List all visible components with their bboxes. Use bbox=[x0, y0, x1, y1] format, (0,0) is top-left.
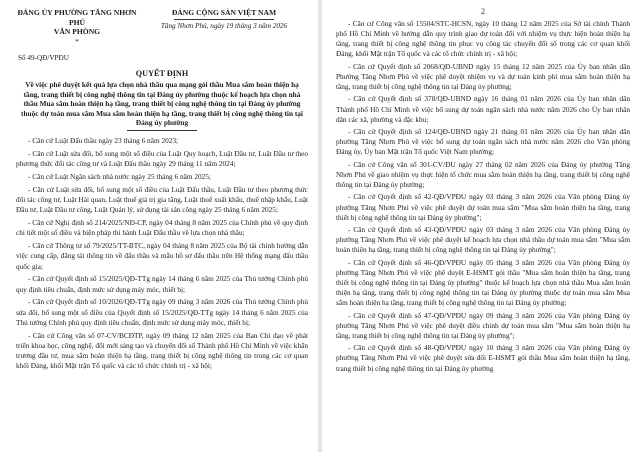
legal-basis-paragraph: - Căn cứ Quyết định số 42-QĐ/VPĐU ngày 03 tháng 3 năm 2026 của Văn phòng Đảng ủy phường Tăng Nhơn Phú về việc phê duyệt dự toán mua sắm "Mua sắm hoàn thiện hạ tầng, trang thiết bị công nghệ thông tin tại Đảng ủy phường"; bbox=[336, 192, 630, 222]
legal-basis-paragraph: - Căn cứ Công văn số 07-CV/BCĐTP, ngày 09 tháng 12 năm 2025 của Ban Chỉ đạo về phát triển khoa học, công nghệ, đổi mới sáng tạo và chuyển đổi số Thành phố Hồ Chí Minh về việc khẩn trương đầu tư, mua sắm hoàn thiện hạ tầng, trang thiết bị công nghệ thông tin trong các cơ quan khối Đảng, khối Mặt trận Tổ quốc và các tổ chức chính trị - xã hội; bbox=[16, 330, 308, 371]
legal-basis-paragraph: - Căn cứ Luật Ngân sách nhà nước ngày 25 tháng 6 năm 2025; bbox=[28, 172, 211, 182]
agency-star: * bbox=[75, 36, 79, 46]
legal-basis-paragraph: - Căn cứ Luật Đấu thầu ngày 23 tháng 6 năm 2023; bbox=[28, 136, 179, 146]
issuing-agency-block bbox=[16, 8, 138, 46]
document-page-1 bbox=[0, 0, 318, 452]
legal-basis-paragraph: - Căn cứ Quyết định số 15/2025/QĐ-TTg ngày 14 tháng 6 năm 2025 của Thủ tướng Chính phủ quy định tiêu chuẩn, định mức sử dụng máy móc, thiết bị; bbox=[16, 274, 308, 294]
legal-basis-paragraph: - Căn cứ Quyết định số 48-QĐ/VPĐU ngày 10 tháng 3 năm 2026 của Văn phòng Đảng ủy phường Tăng Nhơn Phú về việc phê duyệt sửa đổi E-HSMT gói thầu Mua sắm hoàn thiện hạ tầng, trang thiết bị công nghệ thông tin tại Đảng ủy phường bbox=[336, 343, 630, 373]
document-page-2 bbox=[322, 0, 640, 452]
legal-basis-paragraph: - Căn cứ Quyết định số 124/QĐ-UBND ngày 21 tháng 01 năm 2026 của Ủy ban nhân dân phường Tăng Nhơn Phú về việc bổ sung dự toán ngân sách nhà nước năm 2026 cho Văn phòng Đảng ủy, Ủy ban Mặt trận Tổ quốc Việt Nam phường; bbox=[336, 127, 630, 157]
document-title: QUYẾT ĐỊNH bbox=[135, 69, 189, 79]
document-description: Về việc phê duyệt kết quả lựa chọn nhà thầu qua mạng gói thầu Mua sắm hoàn thiện hạ tầng, trang thiết bị công nghệ thông tin tại Đảng ủy phường thuộc kế hoạch lựa chọn nhà thầu Mua sắm hoàn thiện hạ tầng, trang thiết bị công nghệ thông tin tại Đảng ủy phường thuộc dự toán mua sắm Mua sắm hoàn thiện hạ tầng, trang thiết bị công nghệ thông tin tại Đảng ủy phường bbox=[21, 80, 303, 127]
legal-basis-paragraph: - Căn cứ Quyết định số 378/QĐ-UBND ngày 16 tháng 01 năm 2026 của Ủy ban nhân dân Thành phố Hồ Chí Minh về việc bổ sung dự toán ngân sách nhà nước năm 2026 cho Ủy ban nhân dân các xã, phường và đặc khu; bbox=[336, 94, 630, 124]
page-number: 2 bbox=[481, 7, 485, 16]
agency-name: VĂN PHÒNG bbox=[53, 27, 101, 37]
place-date: Tăng Nhơn Phú, ngày 19 tháng 3 năm 2026 bbox=[160, 21, 288, 30]
legal-basis-paragraph: - Căn cứ Công văn số 301-CV/ĐU ngày 27 tháng 02 năm 2026 của Đảng ủy phường Tăng Nhơn Phú về giao nhiệm vụ thực hiện tổ chức mua sắm hoàn thiện hạ tầng, trang thiết bị công nghệ thông tin tại Đảng ủy phường; bbox=[336, 159, 630, 189]
legal-basis-paragraph: - Căn cứ Quyết định số 10/2026/QĐ-TTg ngày 09 tháng 3 năm 2026 của Thủ tướng Chính phủ sửa đổi, bổ sung một số điều của Quyết định số 15/2025/QĐ-TTg ngày 14 tháng 6 năm 2025 của Thủ tướng Chính phủ quy định tiêu chuẩn, định mức sử dụng máy móc, thiết bị; bbox=[16, 297, 308, 327]
agency-parent-name: ĐẢNG ỦY PHƯỜNG TĂNG NHƠN PHÚ bbox=[17, 8, 137, 27]
page2-body bbox=[336, 19, 630, 374]
title-underline bbox=[174, 19, 274, 20]
legal-basis-paragraph: - Căn cứ Công văn số 15504/STC-HCSN, ngày 10 tháng 12 năm 2025 của Sở tài chính Thành phố Hồ Chí Minh về hướng dẫn quy trình giao dự toán đối với nhiệm vụ thực hiện hoàn thiện hạ tầng, trang thiết bị công nghệ thông tin phục vụ công tác chuyển đổi số trong các cơ quan khối Đảng, khối Mặt trận Tổ quốc và các tổ chức chính trị - xã hội; bbox=[336, 19, 630, 59]
legal-basis-paragraph: - Căn cứ Quyết định số 43-QĐ/VPĐU ngày 03 tháng 3 năm 2026 của Văn phòng Đảng ủy phường Tăng Nhơn Phú về việc phê duyệt kế hoạch lựa chọn nhà thầu dự toán mua sắm "Mua sắm hoàn thiện hạ tầng, trang thiết bị công nghệ thông tin tại Đảng ủy phường"; bbox=[336, 225, 630, 255]
legal-basis-paragraph: - Căn cứ Luật sửa đổi, bổ sung một số điều của Luật Quy hoạch, Luật Đầu tư, Luật Đầu tư theo phương thức đối tác công tư và Luật Đấu thầu ngày 29 tháng 11 năm 2024; bbox=[16, 149, 308, 169]
national-title-block bbox=[140, 8, 308, 46]
legal-basis-paragraph: - Căn cứ Quyết định số 47-QĐ/VPĐU ngày 09 tháng 3 năm 2026 của Văn phòng Đảng ủy phường Tăng Nhơn Phú về việc phê duyệt điều chỉnh dự toán mua sắm "Mua sắm hoàn thiện hạ tầng, trang thiết bị công nghệ thông tin tại Đảng ủy phường"; bbox=[336, 310, 630, 340]
legal-basis-paragraph: - Căn cứ Quyết định số 46-QĐ/VPĐU ngày 05 tháng 3 năm 2026 của Văn phòng Đảng ủy phường Tăng Nhơn Phú về việc phê duyệt E-HSMT gói thầu "Mua sắm hoàn thiện hạ tầng, trang thiết bị công nghệ thông tin tại Đảng ủy phường" thuộc kế hoạch lựa chọn nhà thầu Mua sắm hoàn thiện hạ tầng, trang thiết bị công nghệ thông tin tại Đảng ủy phường thuộc dự toán mua sắm Mua sắm hoàn thiện hạ tầng, trang thiết bị công nghệ thông tin tại Đảng ủy phường; bbox=[336, 257, 630, 308]
legal-basis-paragraph: - Căn cứ Thông tư số 79/2025/TT-BTC, ngày 04 tháng 8 năm 2025 của Bộ tài chính hướng dẫn việc cung cấp, đăng tải thông tin về đấu thầu và mẫu hồ sơ đấu thầu trên Hệ thống mạng đấu thầu quốc gia; bbox=[16, 241, 308, 271]
document-number: Số 49-QĐ/VPĐU bbox=[18, 54, 69, 63]
document-header bbox=[16, 8, 308, 46]
legal-basis-paragraph: - Căn cứ Nghị định số 214/2025/NĐ-CP, ngày 04 tháng 8 năm 2025 của Chính phủ về quy định chi tiết một số điều và biện pháp thi hành Luật Đấu thầu về lựa chọn nhà thầu; bbox=[16, 218, 308, 238]
page1-body bbox=[16, 136, 308, 371]
description-divider bbox=[127, 130, 197, 131]
party-title: ĐẢNG CỘNG SẢN VIỆT NAM bbox=[171, 8, 277, 17]
legal-basis-paragraph: - Căn cứ Luật sửa đổi, bổ sung một số điều của Luật Đấu thầu, Luật Đầu tư theo phương thức đối tác công tư, Luật Hải quan, Luật thuế giá trị gia tăng, Luật thuế xuất khẩu, thuế nhập khẩu, Luật Đầu tư, Luật Đầu tư công, Luật Quản lý, sử dụng tài sản công ngày 25 tháng 6 năm 2025; bbox=[16, 185, 308, 215]
legal-basis-paragraph: - Căn cứ Quyết định số 2068/QĐ-UBND ngày 15 tháng 12 năm 2025 của Ủy ban nhân dân Phường Tăng Nhơn Phú về việc phê duyệt nhiệm vụ và dự toán kinh phí mua sắm hoàn thiện hạ tầng, trang thiết bị công nghệ thông tin tại Đảng ủy phường; bbox=[336, 61, 630, 91]
